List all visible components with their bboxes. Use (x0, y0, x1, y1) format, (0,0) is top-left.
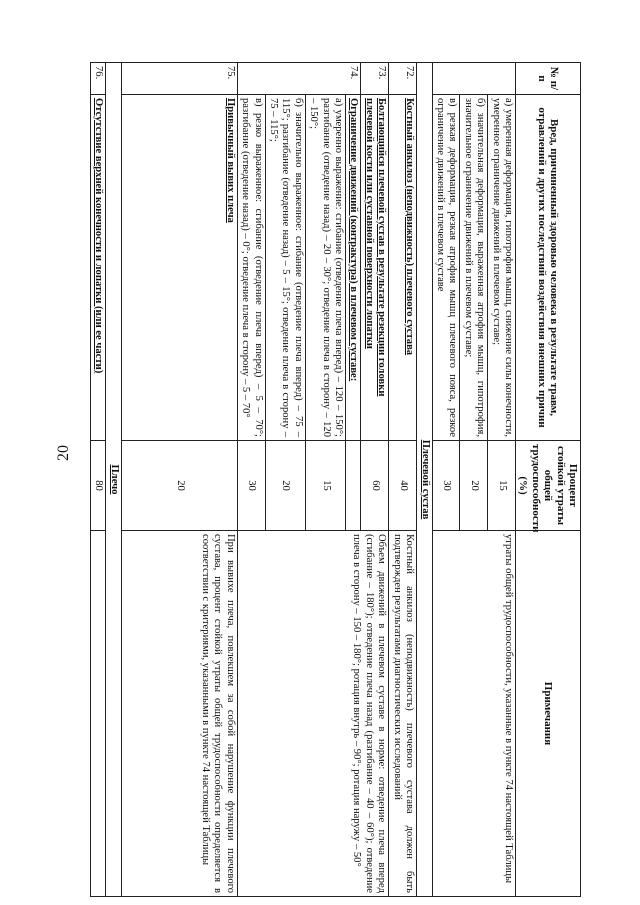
harm-cell: Отсутствие верхней конечности и лопатки (или ее части) (91, 95, 106, 441)
header-harm: Вред, причиненный здоровью человека в результате травм, отравлений и других последствий воздействия внешних причин (515, 95, 580, 441)
table-header-row (515, 63, 580, 897)
section-row (106, 63, 121, 897)
row-number-cell (432, 63, 515, 95)
row-number-cell: 74. (237, 63, 361, 95)
row-number-cell: 76. (91, 63, 106, 95)
harm-cell: б) значительно выраженное: сгибание (отведение плеча вперед) – 75 – 115°; разгибание (отведение назад) – 5 – 15°; отведение плеча в сторону – 75 – 115°; (265, 95, 305, 441)
table-row (389, 63, 417, 897)
disability-table (90, 62, 581, 897)
table-row (488, 63, 516, 897)
percent-cell: 30 (432, 441, 460, 531)
header-number: № п/п (515, 63, 580, 95)
harm-cell: Привычный вывих плеча (121, 95, 237, 441)
percent-cell: 80 (91, 441, 106, 531)
harm-cell: б) значительная деформация, выраженная атрофия мышц, гипотрофия, значительное ограничение движений в плечевом суставе; (460, 95, 488, 441)
percent-cell: 15 (305, 441, 345, 531)
harm-cell: а) умеренно выражение: сгибание (отведение плеча вперед) – 120 – 150°; разгибание (отведение назад) – 20 – 30°; отведение плеча в сторону – 120 – 150°; (305, 95, 345, 441)
section-title-shoulder-joint: Плечевой сустав (417, 63, 432, 897)
note-cell: При вывихе плеча, повлекшем за собой нарушение функции плечевого сустава, процент стойкой утраты общей трудоспособности определяется в соответствии с критериями, указанными в пункте 74 настоящей Таблицы (121, 531, 237, 897)
row-number-cell: 72. (389, 63, 417, 95)
percent-cell: 40 (389, 441, 417, 531)
row-number-cell: 73. (361, 63, 389, 95)
harm-cell: в) резкая деформация, резкая атрофия мышц плечевого пояса, резкое ограничение движений в плечевом суставе (432, 95, 460, 441)
percent-cell: 20 (121, 441, 237, 531)
table-row (121, 63, 237, 897)
section-title-shoulder: Плечо (106, 63, 121, 897)
percent-cell: 20 (265, 441, 305, 531)
percent-cell: 15 (488, 441, 516, 531)
percent-cell: 60 (361, 441, 389, 531)
harm-cell: а) умеренная деформация, гипотрофия мышц, снижение силы конечности, умеренное ограничение движений в плечевом суставе; (488, 95, 516, 441)
table-row (91, 63, 106, 897)
table-row (361, 63, 389, 897)
harm-cell: в) резко выраженное: сгибание (отведение плеча вперед) – 5 – 70°; разгибание (отведение назад) – 0°; отведение плеча в сторону – 5 – 70° (237, 95, 265, 441)
note-cell: Объем движений в плечевом суставе в норме: отведение плеча вперед (сгибание – 180°); отведение плеча назад (разгибание – 40 – 60°); отведение плеча в сторону – 150 – 180°; ротация внутрь – 90°; ротация наружу – 50° (237, 531, 388, 897)
note-cell: Костный анкилоз (неподвижность) плечевого сустава должен быть подтвержден результатами диагностических исследований (389, 531, 417, 897)
note-cell: утраты общей трудоспособности, указанные в пункте 74 настоящей Таблицы (432, 531, 515, 897)
harm-cell: Болтающийся плечевой сустав в результате резекции головки плечевой кости или суставной поверхности лопатки (361, 95, 389, 441)
page-number: 20 (55, 445, 72, 461)
harm-cell: Костный анкилоз (неподвижность) плечевого сустава (389, 95, 417, 441)
row-number-cell: 75. (121, 63, 237, 95)
header-notes: Примечания (515, 531, 580, 897)
header-percent: Процент стойкой утраты общей трудоспособности (%) (515, 441, 580, 531)
percent-cell: 30 (237, 441, 265, 531)
note-cell (91, 531, 106, 897)
percent-cell-empty (346, 441, 361, 531)
percent-cell: 20 (460, 441, 488, 531)
section-row (417, 63, 432, 897)
harm-cell: Ограничение движений (контрактура) в плечевом суставе: (346, 95, 361, 441)
rotated-page-content (63, 62, 581, 896)
